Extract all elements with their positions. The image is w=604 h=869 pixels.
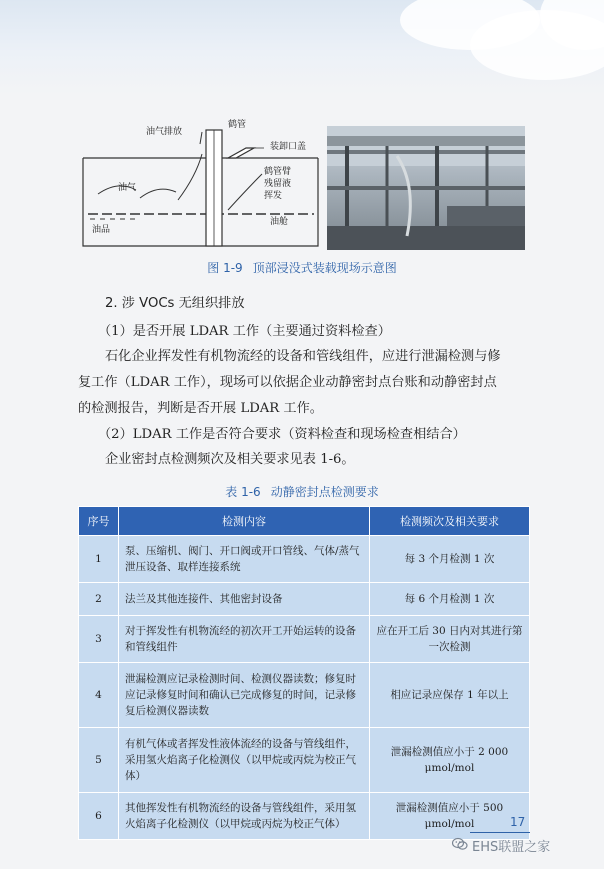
label-crane-pipe: 鹤管	[228, 120, 247, 130]
table-row	[79, 793, 530, 840]
row-no: 1	[79, 536, 119, 583]
loading-diagram	[78, 118, 323, 250]
row-content: 泄漏检测应记录检测时间、检测仪器读数；修复时应记录修复时间和确认已完成修复的时间，记录修复后检测仪器读数	[119, 663, 370, 728]
paragraph-1-line-3: 的检测报告，判断是否开展 LDAR 工作。	[78, 401, 323, 416]
header-content: 检测内容	[119, 507, 370, 536]
item-1: （1）是否开展 LDAR 工作（主要通过资料检查）	[98, 324, 391, 339]
row-no: 3	[79, 616, 119, 663]
header-requirement: 检测频次及相关要求	[370, 507, 530, 536]
table-title: 动静密封点检测要求	[270, 485, 379, 499]
table-header-row	[79, 507, 530, 536]
header-sky	[0, 0, 604, 95]
paragraph-1-line-1: 石化企业挥发性有机物流经的设备和管线组件，应进行泄漏检测与修	[105, 349, 501, 364]
item-2: （2）LDAR 工作是否符合要求（资料检查和现场检查相结合）	[98, 427, 466, 442]
loading-site-photo	[327, 126, 525, 250]
label-arm-residue-3: 挥发	[264, 191, 283, 201]
table-row	[79, 536, 530, 583]
table-caption	[0, 483, 604, 500]
figure-title: 顶部浸没式装载现场示意图	[252, 261, 397, 275]
row-requirement: 应在开工后 30 日内对其进行第一次检测	[370, 616, 530, 663]
row-content: 有机气体或者挥发性液体流经的设备与管线组件，采用氢火焰离子化检测仪（以甲烷或丙烷为校正气体）	[119, 728, 370, 793]
figure-caption	[0, 259, 604, 276]
table-number: 表 1-6	[225, 485, 261, 499]
row-requirement: 泄漏检测值应小于 500 μmol/mol	[370, 793, 530, 840]
table-row	[79, 616, 530, 663]
page-number: 17	[510, 815, 526, 829]
table-row	[79, 728, 530, 793]
label-vapor: 油气	[118, 183, 137, 193]
watermark-text: EHS联盟之家	[472, 840, 551, 855]
row-content: 泵、压缩机、阀门、开口阀或开口管线、气体/蒸气泄压设备、取样连接系统	[119, 536, 370, 583]
table-row	[79, 583, 530, 616]
row-content: 法兰及其他连接件、其他密封设备	[119, 583, 370, 616]
row-no: 6	[79, 793, 119, 840]
paragraph-1-line-2: 复工作（LDAR 工作），现场可以依据企业动静密封点台账和动静密封点	[78, 375, 497, 390]
table-row	[79, 663, 530, 728]
row-no: 4	[79, 663, 119, 728]
row-requirement: 每 3 个月检测 1 次	[370, 536, 530, 583]
row-requirement: 泄漏检测值应小于 2 000 μmol/mol	[370, 728, 530, 793]
residue-arrow	[228, 174, 262, 210]
seal-detection-table	[78, 506, 530, 840]
label-product: 油品	[92, 225, 111, 235]
label-loading-cover: 装卸口盖	[270, 142, 307, 152]
label-tank: 油舱	[270, 217, 289, 227]
label-arm-residue-2: 残留液	[264, 179, 292, 189]
label-arm-residue-1: 鹤管臂	[264, 167, 292, 177]
watermark	[452, 836, 550, 855]
row-content: 对于挥发性有机物流经的初次开工开始运转的设备和管线组件	[119, 616, 370, 663]
loading-cover	[228, 148, 254, 158]
row-requirement: 每 6 个月检测 1 次	[370, 583, 530, 616]
footer-divider	[470, 832, 530, 833]
paragraph-2: 企业密封点检测频次及相关要求见表 1-6。	[105, 452, 355, 467]
label-vapor-exhaust: 油气排放	[146, 127, 183, 137]
figure-number: 图 1-9	[207, 261, 243, 275]
section-heading: 2. 涉 VOCs 无组织排放	[105, 296, 245, 311]
row-no: 2	[79, 583, 119, 616]
wechat-icon	[452, 837, 468, 855]
row-content: 其他挥发性有机物流经的设备与管线组件，采用氢火焰离子化检测仪（以甲烷或丙烷为校正气体）	[119, 793, 370, 840]
row-no: 5	[79, 728, 119, 793]
row-requirement: 相应记录应保存 1 年以上	[370, 663, 530, 728]
header-no: 序号	[79, 507, 119, 536]
